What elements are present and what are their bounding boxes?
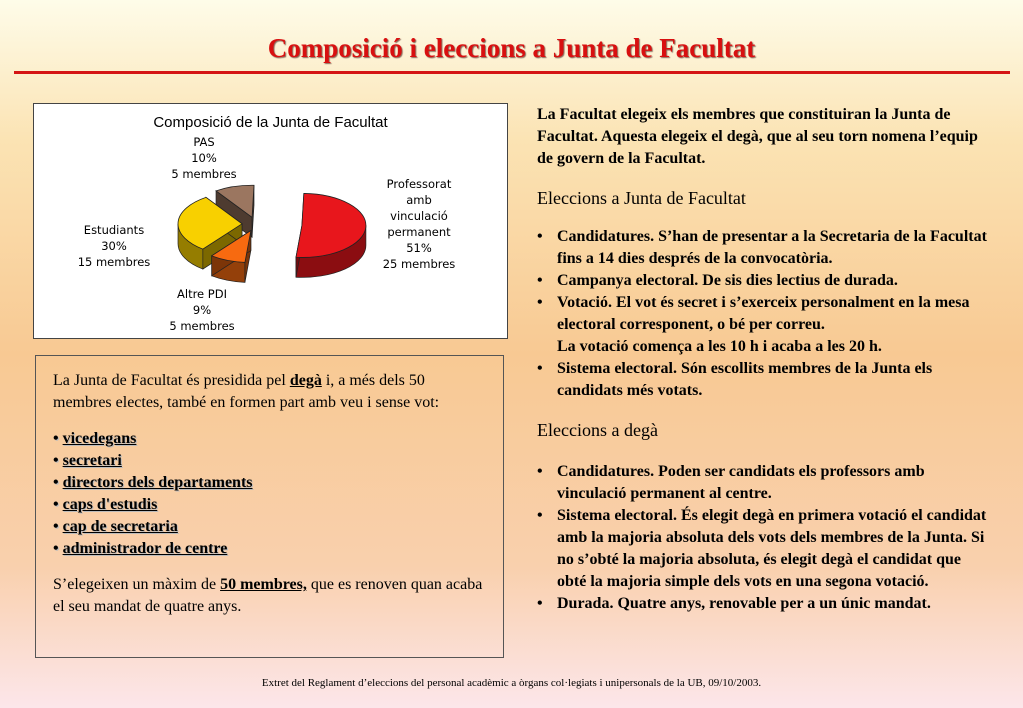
page-title: Composició i eleccions a Junta de Facultat	[267, 33, 756, 63]
slice-label-line: 5 membres	[171, 167, 237, 181]
junta-member-list	[53, 428, 486, 560]
list-item	[537, 505, 992, 593]
junta-member-item	[53, 494, 486, 516]
bullet: •	[537, 294, 543, 311]
slice-label-line: 15 membres	[77, 255, 151, 269]
slice-label-line: 51%	[406, 241, 432, 255]
footer-source-note: Extret del Reglament d’eleccions del personal acadèmic a òrgans col·legiats i unipersonals de la UB, 09/10/2003.	[261, 677, 762, 689]
slice-label-line: PAS	[193, 135, 215, 149]
slice-label-estudiants	[59, 222, 169, 270]
junta-outro: S’elegeixen un màxim de 50 membres, que es renoven quan acaba el seu mandat de quatre anys.	[53, 576, 483, 615]
dean-highlight: degà	[289, 372, 322, 389]
junta-member-label: cap de secretaria	[62, 518, 178, 535]
elections-info	[537, 104, 992, 615]
slice-label-altre-pdi	[152, 286, 252, 334]
list-item	[537, 358, 992, 402]
slice-label-line: amb	[406, 193, 432, 207]
chart-title: Composició de la Junta de Facultat	[153, 114, 388, 131]
bullet: •	[53, 518, 59, 535]
bullet: •	[53, 430, 59, 447]
junta-member-label: caps d'estudis	[62, 496, 158, 513]
list-item	[537, 270, 992, 292]
list-item-text: Sistema electoral. Són escollits membres de la Junta els candidats més votats.	[557, 360, 933, 399]
slice-label-line: 5 membres	[169, 319, 235, 333]
junta-member-item	[53, 472, 486, 494]
list-item-text: Candidatures. Poden ser candidats els professors amb vinculació permanent al centre.	[557, 463, 925, 502]
slice-label-line: 9%	[192, 303, 212, 317]
list-item-text: Candidatures. S’han de presentar a la Secretaria de la Facultat fins a 14 dies després de la convocatòria.	[557, 228, 987, 267]
bullet: •	[537, 228, 543, 245]
voting-hours-note: La votació comença a les 10 h i acaba a les 20 h.	[557, 338, 882, 355]
list-item	[537, 226, 992, 270]
intro-paragraph: La Facultat elegeix els membres que constituiran la Junta de Facultat. Aquesta elegeix el degà, que al seu torn nomena l’equip de govern de la Facultat.	[537, 106, 978, 167]
junta-member-label: directors dels departaments	[62, 474, 253, 491]
list-item	[537, 292, 992, 358]
bullet: •	[53, 496, 59, 513]
slice-label-line: Altre PDI	[177, 287, 227, 301]
section-heading-dega: Eleccions a degà	[537, 420, 658, 440]
bullet: •	[53, 540, 59, 557]
slice-label-line: 30%	[101, 239, 127, 253]
slice-label-line: Professorat	[386, 177, 452, 191]
junta-composition-box	[35, 355, 504, 658]
slice-label-professorat	[374, 176, 464, 272]
title-underline	[14, 71, 1010, 74]
junta-member-item	[53, 450, 486, 472]
list-item-text: Votació. El vot és secret i s’exerceix personalment en la mesa electoral corresponent, o bé per correu.	[557, 294, 970, 333]
dean-elections-list	[537, 461, 992, 615]
junta-elections-list	[537, 226, 992, 402]
slice-label-pas	[154, 134, 254, 182]
list-item-text: Durada. Quatre anys, renovable per a un únic mandat.	[557, 595, 931, 612]
slice-label-line: 10%	[191, 151, 217, 165]
junta-member-label: administrador de centre	[62, 540, 228, 557]
pie-chart-panel	[33, 103, 508, 339]
list-item-text: Sistema electoral. És elegit degà en primera votació el candidat amb la majoria absoluta dels vots dels membres de la Junta. Si no s’obté la majoria absoluta, és elegit degà el candidat que obté la majoria simple dels vots en una segona votació.	[557, 507, 987, 590]
bullet: •	[537, 463, 543, 480]
slice-label-line: Estudiants	[83, 223, 145, 237]
bullet: •	[537, 272, 543, 289]
junta-member-label: secretari	[62, 452, 122, 469]
list-item	[537, 461, 992, 505]
junta-member-label: vicedegans	[62, 430, 137, 447]
slice-label-line: vinculació	[390, 209, 448, 223]
junta-intro: La Junta de Facultat és presidida pel degà i, a més dels 50 membres electes, també en formen part amb veu i sense vot:	[53, 372, 440, 411]
junta-member-item	[53, 428, 486, 450]
list-item	[537, 593, 992, 615]
slice-label-line: 25 membres	[382, 257, 456, 271]
junta-member-item	[53, 516, 486, 538]
bullet: •	[537, 507, 543, 524]
bullet: •	[53, 474, 59, 491]
slice-label-line: permanent	[387, 225, 451, 239]
bullet: •	[537, 595, 543, 612]
bullet: •	[53, 452, 59, 469]
list-item-text: Campanya electoral. De sis dies lectius de durada.	[557, 272, 898, 289]
section-heading-junta: Eleccions a Junta de Facultat	[537, 188, 746, 208]
bullet: •	[537, 360, 543, 377]
members-highlight: 50 membres,	[220, 576, 307, 593]
junta-member-item	[53, 538, 486, 560]
